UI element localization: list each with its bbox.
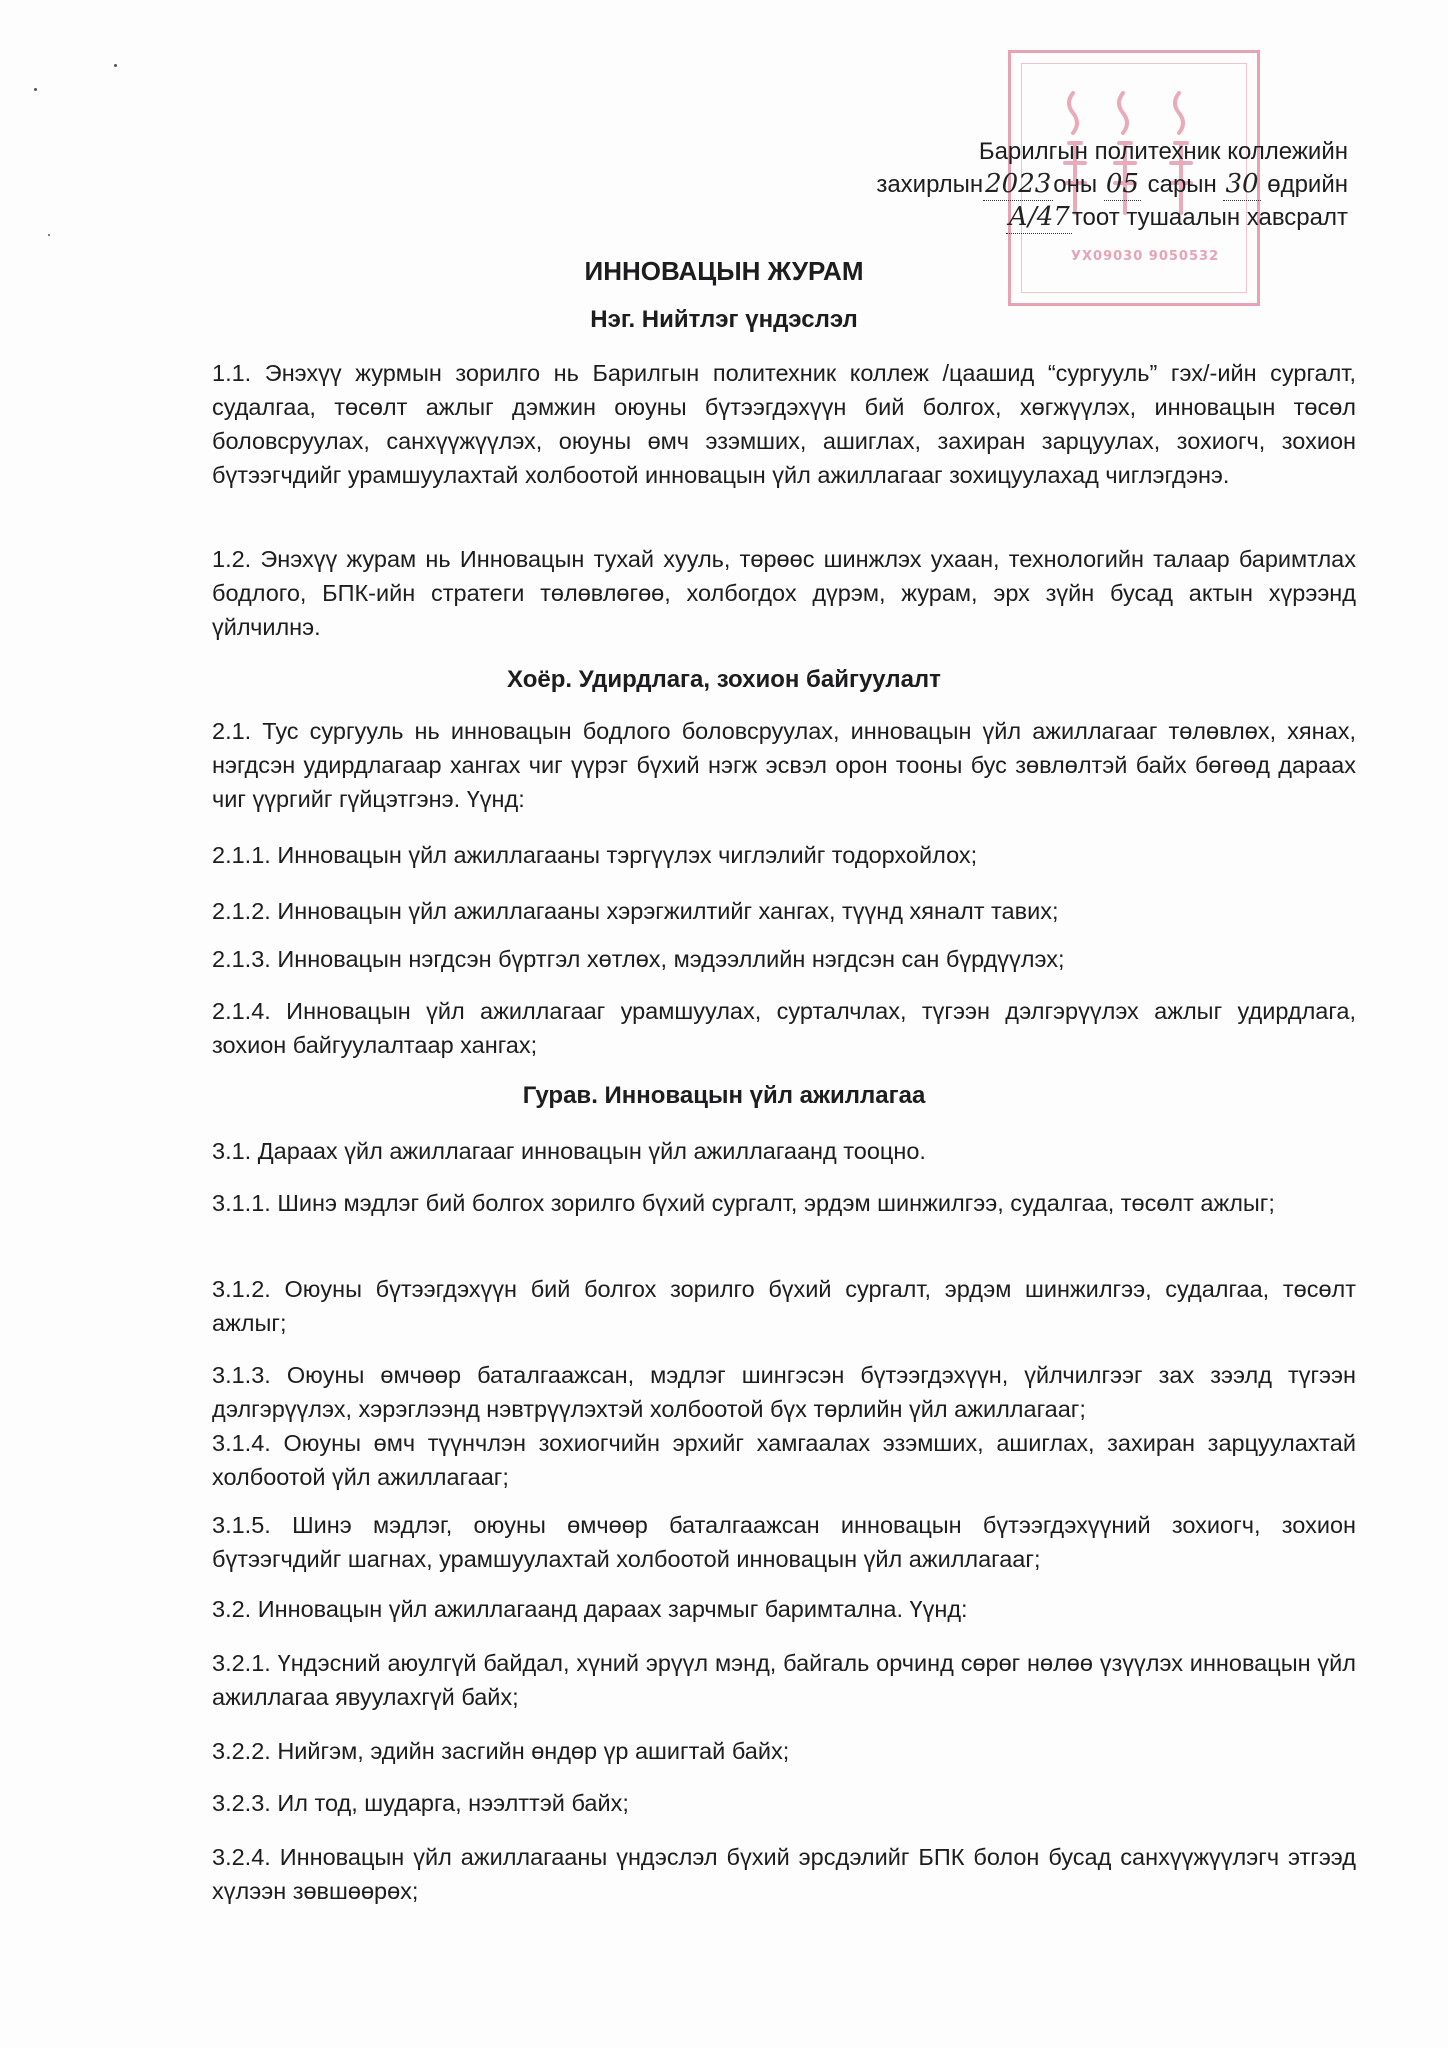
paragraph-2-1-2: 2.1.2. Инновацын үйл ажиллагааны хэрэгжилтийг хангах, түүнд хяналт тавих;: [212, 898, 1059, 924]
paragraph-3-1-5: 3.1.5. Шинэ мэдлэг, оюуны өмчөөр баталгаажсан инновацын бүтээгдэхүүний зохиогч, зохион бүтээгчдийг шагнах, урамшуулахтай холбоотой инновацын үйл ажиллагааг;: [212, 1512, 1356, 1572]
header-line-3: А/47тоот тушаалын хавсралт: [1008, 202, 1348, 232]
scan-speck: [48, 234, 50, 236]
section-heading-3: Гурав. Инновацын үйл ажиллагаа: [522, 1082, 926, 1109]
paragraph-3-2-3: 3.2.3. Ил тод, шударга, нээлттэй байх;: [212, 1790, 629, 1816]
paragraph-3-1-4: 3.1.4. Оюуны өмч түүнчлэн зохиогчийн эрхийг хамгаалах эзэмших, ашиглах, захиран зарцуулахтай холбоотой үйл ажиллагааг;: [212, 1430, 1356, 1490]
scan-speck: [114, 64, 117, 67]
attachment-header: [648, 136, 1348, 234]
handwritten-order-number: А/47: [1008, 202, 1070, 232]
paragraph-3-1-1: 3.1.1. Шинэ мэдлэг бий болгох зорилго бүхий сургалт, эрдэм шинжилгээ, судалгаа, төсөлт ажлыг;: [212, 1190, 1275, 1216]
handwritten-day: 30: [1225, 169, 1259, 199]
handwritten-year: 2023: [985, 169, 1052, 199]
paragraph-3-2-4: 3.2.4. Инновацын үйл ажиллагааны үндэслэл бүхий эрсдэлийг БПК болон бусад санхүүжүүлэгч этгээд хүлээн зөвшөөрөх;: [212, 1844, 1356, 1904]
paragraph-2-1-1: 2.1.1. Инновацын үйл ажиллагааны тэргүүлэх чиглэлийг тодорхойлох;: [212, 842, 978, 868]
header-line-2: захирлын2023оны 05 сарын 30 өдрийн: [876, 169, 1348, 199]
paragraph-2-1-4: 2.1.4. Инновацын үйл ажиллагааг урамшуулах, сурталчлах, түгээн дэлгэрүүлэх ажлыг удирдлага, зохион байгуулалтаар хангах;: [212, 998, 1356, 1058]
paragraph-1-2: 1.2. Энэхүү журам нь Инновацын тухай хууль, төрөөс шинжлэх ухаан, технологийн талаар баримтлах бодлого, БПК-ийн стратеги төлөвлөгөө, холбогдох дүрэм, журам, эрх зүйн бусад актын хүрээнд үйлчилнэ.: [212, 546, 1356, 640]
paragraph-1-1: 1.1. Энэхүү журмын зорилго нь Барилгын политехник коллеж /цаашид “сургууль” гэх/-ийн сургалт, судалгаа, төсөлт ажлыг дэмжин оюуны бүтээгдэхүүн бий болгох, хөгжүүлэх, инновацын төсөл боловсруулах, санхүүжүүлэх, оюуны өмч эзэмших, ашиглах, захиран зарцуулах, зохиогч, зохион бүтээгчдийг урамшуулахтай холбоотой инновацын үйл ажиллагааг зохицуулахад чиглэгдэнэ.: [212, 360, 1356, 488]
handwritten-month: 05: [1105, 169, 1139, 199]
paragraph-3-1: 3.1. Дараах үйл ажиллагааг инновацын үйл ажиллагаанд тооцно.: [212, 1138, 926, 1164]
scan-speck: [34, 88, 37, 91]
paragraph-2-1-3: 2.1.3. Инновацын нэгдсэн бүртгэл хөтлөх, мэдээллийн нэгдсэн сан бүрдүүлэх;: [212, 946, 1065, 972]
paragraph-3-2-1: 3.2.1. Үндэсний аюулгүй байдал, хүний эрүүл мэнд, байгаль орчинд сөрөг нөлөө үзүүлэх инновацын үйл ажиллагаа явуулахгүй байх;: [212, 1650, 1356, 1710]
stamp-registration-code: УХ09030 9050532: [1071, 249, 1220, 264]
paragraph-3-1-3: 3.1.3. Оюуны өмчөөр баталгаажсан, мэдлэг шингэсэн бүтээгдэхүүн, үйлчилгээг зах зээлд түгээн дэлгэрүүлэх, хэрэглээнд нэвтрүүлэхтэй холбоотой бүх төрлийн үйл ажиллагааг;: [212, 1362, 1356, 1422]
section-heading-2: Хоёр. Удирдлага, зохион байгуулалт: [507, 666, 941, 693]
paragraph-2-1: 2.1. Тус сургууль нь инновацын бодлого боловсруулах, инновацын үйл ажиллагааг төлөвлөх, хянах, нэгдсэн удирдлагаар хангах чиг үүрэг бүхий нэгж эсвэл орон тооны бус зөвлөлтэй байх бөгөөд дараах чиг үүргийг гүйцэтгэнэ. Үүнд:: [212, 718, 1356, 812]
section-heading-1: Нэг. Нийтлэг үндэслэл: [590, 306, 858, 333]
header-line-1: Барилгын политехник коллежийн: [978, 138, 1348, 165]
paragraph-3-2: 3.2. Инновацын үйл ажиллагаанд дараах зарчмыг баримтална. Үүнд:: [212, 1596, 968, 1622]
paragraph-3-2-2: 3.2.2. Нийгэм, эдийн засгийн өндөр үр ашигтай байх;: [212, 1738, 790, 1764]
paragraph-3-1-2: 3.1.2. Оюуны бүтээгдэхүүн бий болгох зорилго бүхий сургалт, эрдэм шинжилгээ, судалгаа, төсөлт ажлыг;: [212, 1276, 1356, 1336]
document-title: ИННОВАЦЫН ЖУРАМ: [584, 256, 864, 286]
